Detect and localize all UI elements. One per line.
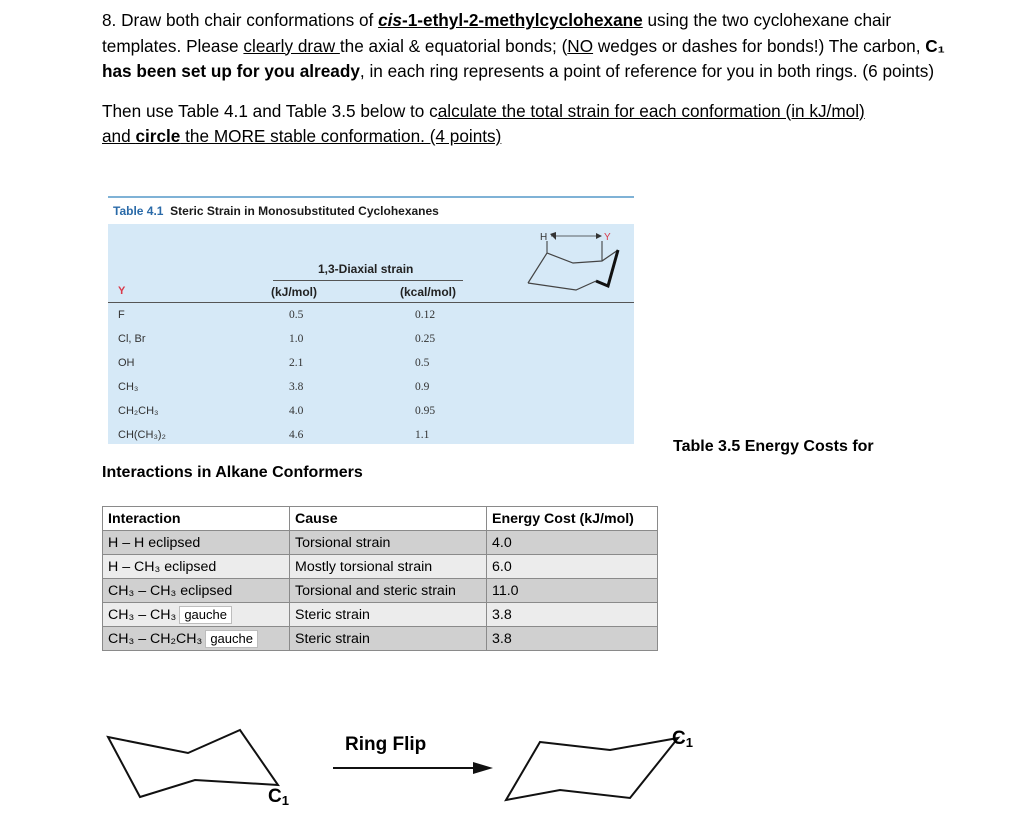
header-interaction: Interaction (103, 507, 290, 531)
table-row (103, 603, 658, 627)
diaxial-chair-diagram (518, 228, 630, 300)
interaction-cell: CH₃ – CH₃ gauche (103, 603, 290, 627)
row-kj: 2.1 (289, 357, 304, 369)
question-text (102, 8, 962, 150)
table-4-1 (108, 196, 634, 446)
interaction-cell: CH₃ – CH₂CH₃ gauche (103, 627, 290, 651)
gauche-tag: gauche (205, 630, 258, 648)
c1-label-right: $C_1$ (672, 728, 693, 750)
table-4-1-caption: Table 4.1 Steric Strain in Monosubstituted Cyclohexanes (113, 204, 439, 218)
cost-cell: 6.0 (487, 555, 658, 579)
h-label: H (540, 232, 548, 243)
table-row (103, 531, 658, 555)
row-y: CH₃ (118, 381, 139, 393)
row-kcal: 1.1 (415, 429, 430, 441)
c1-label-left: $C_1$ (268, 786, 289, 808)
gauche-tag: gauche (179, 606, 232, 624)
cause-cell: Torsional and steric strain (290, 579, 487, 603)
row-kj: 4.0 (289, 405, 304, 417)
interaction-cell: CH₃ – CH₃ eclipsed (103, 579, 290, 603)
table-top-rule (108, 196, 634, 198)
cause-cell: Mostly torsional strain (290, 555, 487, 579)
row-kj: 4.6 (289, 429, 304, 441)
header-cause: Cause (290, 507, 487, 531)
row-y: CH(CH₃)₂ (118, 429, 166, 441)
row-kj: 3.8 (289, 381, 304, 393)
col-kcal-header: (kcal/mol) (400, 285, 457, 299)
cost-cell: 11.0 (487, 579, 658, 603)
table-row (103, 555, 658, 579)
ring-flip-arrow-icon (333, 760, 498, 776)
interaction-cell: H – CH₃ eclipsed (103, 555, 290, 579)
row-kcal: 0.9 (415, 381, 430, 393)
row-y: OH (118, 357, 135, 369)
chair-template-left (100, 725, 290, 805)
row-kcal: 0.12 (415, 309, 436, 321)
table-3-5-side-title: Table 3.5 Energy Costs for (673, 438, 874, 455)
cause-cell: Torsional strain (290, 531, 487, 555)
header-rule (108, 302, 634, 303)
header-underline (273, 280, 463, 281)
table-header-row (103, 507, 658, 531)
cost-cell: 3.8 (487, 627, 658, 651)
cost-cell: 3.8 (487, 603, 658, 627)
chair-template-right (500, 730, 690, 805)
question-paragraph-1: 8. Draw both chair conformations of cis-1-ethyl-2-methylcyclohexane using the two cyclohexane chair templates. Please clearly draw the axial & equatorial bonds; (NO wedges or dashes for bonds!) The carbon, C₁ has been set up for you already, in each ring represents a point of reference for you in both rings. (6 points) (102, 10, 945, 81)
cause-cell: Steric strain (290, 627, 487, 651)
table-3-5 (102, 506, 658, 651)
row-kcal: 0.95 (415, 405, 436, 417)
col-kj-header: (kJ/mol) (271, 285, 318, 299)
diaxial-header: 1,3-Diaxial strain (318, 262, 414, 276)
row-kj: 1.0 (289, 333, 304, 345)
ring-flip-label: Ring Flip (345, 734, 427, 755)
row-kcal: 0.25 (415, 333, 436, 345)
y-label: Y (604, 232, 611, 243)
header-energy-cost: Energy Cost (kJ/mol) (487, 507, 658, 531)
table-row (103, 579, 658, 603)
row-kcal: 0.5 (415, 357, 430, 369)
row-y: F (118, 309, 125, 321)
cost-cell: 4.0 (487, 531, 658, 555)
compound-name: cis-1-ethyl-2-methylcyclohexane (378, 10, 643, 30)
cause-cell: Steric strain (290, 603, 487, 627)
row-y: Cl, Br (118, 333, 146, 345)
row-y: CH₂CH₃ (118, 405, 159, 417)
question-paragraph-2: Then use Table 4.1 and Table 3.5 below to calculate the total strain for each conformation (in kJ/mol) and circle the MORE stable conformation. (4 points) (102, 100, 865, 146)
table-row (103, 627, 658, 651)
row-kj: 0.5 (289, 309, 304, 321)
col-y-header: Y (118, 285, 126, 297)
interaction-cell: H – H eclipsed (103, 531, 290, 555)
table-3-5-title: Interactions in Alkane Conformers (102, 464, 363, 481)
